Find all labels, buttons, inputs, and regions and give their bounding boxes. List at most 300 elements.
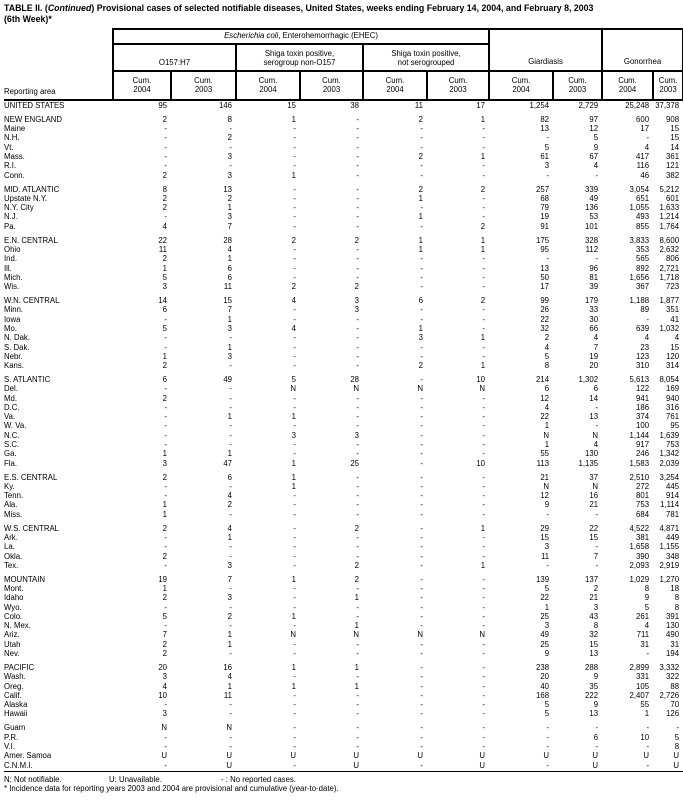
value-cell: - xyxy=(420,700,423,710)
value-cell: 1,658 xyxy=(629,542,650,552)
value-cell: 257 xyxy=(536,184,550,194)
reporting-area-cell: N.H. xyxy=(4,133,20,143)
value-cell: 31 xyxy=(670,639,680,649)
value-cell: 26 xyxy=(540,305,550,315)
value-cell: 8 xyxy=(674,741,680,751)
value-cell: - xyxy=(482,681,486,691)
value-cell: 8 xyxy=(544,361,550,371)
notifiable-diseases-table xyxy=(4,28,683,772)
value-cell: 15 xyxy=(223,296,232,306)
table-row xyxy=(4,203,683,212)
reporting-area-cell: Wis. xyxy=(4,282,20,292)
value-cell: - xyxy=(482,342,486,352)
value-cell: - xyxy=(482,305,486,315)
value-cell: 601 xyxy=(666,193,680,203)
cum-header-cell: Cum. 2004 xyxy=(113,71,171,100)
table-row xyxy=(4,333,683,342)
value-cell: 272 xyxy=(636,481,650,491)
value-cell: 3 xyxy=(291,430,296,440)
value-cell: 3 xyxy=(227,351,232,361)
value-cell: 2 xyxy=(593,584,599,593)
shiga-non-o157-subgroup-header xyxy=(236,44,363,71)
value-cell: - xyxy=(293,509,296,519)
value-cell: N xyxy=(592,430,599,440)
value-cell: - xyxy=(420,263,423,273)
value-cell: - xyxy=(356,421,359,431)
value-cell: - xyxy=(420,551,423,561)
value-cell: 25 xyxy=(540,611,550,621)
value-cell: - xyxy=(164,152,167,162)
value-cell: 1 xyxy=(291,170,296,180)
value-cell: 684 xyxy=(636,509,650,519)
value-cell: 122 xyxy=(636,384,650,394)
value-cell: - xyxy=(293,672,296,682)
value-cell: - xyxy=(229,161,232,171)
reporting-area-cell: Md. xyxy=(4,393,17,403)
table-row xyxy=(4,245,683,254)
value-cell: - xyxy=(356,212,359,222)
value-cell: - xyxy=(482,723,486,733)
table-row xyxy=(4,370,683,384)
value-cell: N xyxy=(290,630,296,640)
value-cell: - xyxy=(482,263,486,273)
value-cell: - xyxy=(420,593,423,603)
reporting-area-cell: Ariz. xyxy=(4,630,20,640)
value-cell: 753 xyxy=(636,500,650,510)
reporting-area-cell: Pa. xyxy=(4,221,16,231)
value-cell: - xyxy=(420,621,423,631)
value-cell: - xyxy=(356,481,359,491)
value-cell: 8 xyxy=(227,114,232,124)
value-cell: 1 xyxy=(227,203,232,213)
value-cell: - xyxy=(482,709,486,719)
value-cell: - xyxy=(420,393,423,403)
value-cell: - xyxy=(293,152,296,162)
value-cell: 15 xyxy=(670,133,680,143)
value-cell: - xyxy=(420,440,423,450)
value-cell: - xyxy=(164,491,167,501)
value-cell: - xyxy=(482,124,486,134)
value-cell: - xyxy=(356,263,359,273)
value-cell: - xyxy=(595,402,599,412)
value-cell: 3 xyxy=(227,152,232,162)
value-cell: 1 xyxy=(291,114,296,124)
value-cell: - xyxy=(293,193,296,203)
value-cell: - xyxy=(356,184,359,194)
value-cell: 12 xyxy=(540,491,550,501)
title-rest: ) Provisional cases of selected notifiable diseases, United States, weeks ending February 14, 2004, and February 8, 2003 xyxy=(91,3,594,13)
value-cell: - xyxy=(164,161,167,171)
value-cell: 15 xyxy=(287,101,296,110)
value-cell: - xyxy=(420,611,423,621)
table-row xyxy=(4,273,683,282)
value-cell: - xyxy=(482,272,486,282)
value-cell: - xyxy=(356,170,359,180)
value-cell: 2 xyxy=(162,193,167,203)
table-row xyxy=(4,612,683,621)
value-cell: 1,155 xyxy=(659,542,680,552)
value-cell: N xyxy=(417,384,423,394)
value-cell: - xyxy=(229,393,232,403)
value-cell: - xyxy=(420,542,423,552)
value-cell: - xyxy=(164,421,167,431)
table-row xyxy=(4,124,683,133)
value-cell: - xyxy=(546,723,550,733)
value-cell: 6 xyxy=(162,374,167,384)
value-cell: 753 xyxy=(666,440,680,450)
value-cell: 14 xyxy=(158,296,167,306)
value-cell: - xyxy=(482,700,486,710)
reporting-area-cell: P.R. xyxy=(4,732,19,742)
value-cell: 2 xyxy=(162,170,167,180)
value-cell: 6 xyxy=(162,305,167,315)
value-cell: 2,510 xyxy=(629,472,650,482)
value-cell: - xyxy=(293,732,296,742)
value-cell: 1 xyxy=(544,602,550,612)
table-body xyxy=(4,100,683,771)
value-cell: 328 xyxy=(585,235,599,245)
value-cell: 1 xyxy=(227,412,232,422)
value-cell: - xyxy=(113,761,171,772)
reporting-area-cell: Upstate N.Y. xyxy=(4,193,48,203)
table-row xyxy=(4,700,683,709)
value-cell: 47 xyxy=(223,458,232,468)
value-cell: - xyxy=(420,282,423,292)
value-cell: 1 xyxy=(480,361,486,371)
giardiasis-group-header: Giardiasis xyxy=(489,29,602,71)
value-cell: - xyxy=(646,133,650,143)
value-cell: 15 xyxy=(540,532,550,542)
value-cell: 91 xyxy=(540,221,550,231)
value-cell: 7 xyxy=(593,551,599,561)
value-cell: 4 xyxy=(593,440,599,450)
reporting-area-cell: Tenn. xyxy=(4,491,24,501)
reporting-area-cell: Ind. xyxy=(4,254,18,264)
value-cell: 15 xyxy=(589,639,599,649)
value-cell: 35 xyxy=(589,681,599,691)
value-cell: 37 xyxy=(589,472,599,482)
value-cell: 8 xyxy=(593,621,599,631)
value-cell: 331 xyxy=(636,672,650,682)
value-cell: 5 xyxy=(544,700,550,710)
value-cell: - xyxy=(356,472,359,482)
value-cell: 2 xyxy=(162,114,167,124)
title-week: (6th Week)* xyxy=(4,14,52,24)
table-row xyxy=(4,315,683,324)
value-cell: 46 xyxy=(640,170,650,180)
value-cell: 137 xyxy=(585,574,599,584)
value-cell: 914 xyxy=(666,491,680,501)
value-cell: N xyxy=(543,481,550,491)
value-cell: 139 xyxy=(536,574,550,584)
reporting-area-cell: Nev. xyxy=(4,649,20,659)
value-cell: 2,729 xyxy=(578,101,599,110)
footnote-unavailable: U: Unavailable. xyxy=(109,774,162,784)
value-cell: - xyxy=(420,254,423,264)
value-cell: U xyxy=(417,751,423,761)
value-cell: 348 xyxy=(666,551,680,561)
value-cell: - xyxy=(356,342,359,352)
value-cell: 1,877 xyxy=(659,296,680,306)
value-cell: 3 xyxy=(227,323,232,333)
reporting-area-cell: Mont. xyxy=(4,584,24,593)
value-cell: 1 xyxy=(418,323,423,333)
value-cell: 50 xyxy=(540,272,550,282)
value-cell: - xyxy=(595,723,599,733)
value-cell: 21 xyxy=(540,472,550,482)
value-cell: - xyxy=(164,142,167,152)
value-cell: - xyxy=(164,602,167,612)
value-cell: 1 xyxy=(162,509,167,519)
value-cell: 168 xyxy=(536,690,550,700)
value-cell: - xyxy=(595,741,599,751)
reporting-area-cell: D.C. xyxy=(4,402,20,412)
value-cell: - xyxy=(482,323,486,333)
cum-header-cell: Cum. 2004 xyxy=(236,71,300,100)
value-cell: - xyxy=(164,732,167,742)
cum-header-cell: Cum. 2003 xyxy=(300,71,363,100)
table-row xyxy=(4,649,683,658)
value-cell: U xyxy=(543,751,550,761)
table-row xyxy=(4,621,683,630)
value-cell: 130 xyxy=(666,621,680,631)
value-cell: - xyxy=(420,221,423,231)
reporting-area-cell: Wash. xyxy=(4,672,26,682)
reporting-area-cell: Va. xyxy=(4,412,16,422)
value-cell: 2 xyxy=(480,296,486,306)
value-cell: - xyxy=(356,161,359,171)
value-cell: - xyxy=(356,272,359,282)
value-cell: 2 xyxy=(354,235,359,245)
table-row xyxy=(4,305,683,314)
value-cell: 19 xyxy=(540,212,550,222)
value-cell: - xyxy=(356,611,359,621)
value-cell: 6 xyxy=(593,732,599,742)
value-cell: 88 xyxy=(670,681,680,691)
cum-header-cell: Cum. 2004 xyxy=(363,71,427,100)
value-cell: - xyxy=(595,170,599,180)
value-cell: 1,270 xyxy=(659,574,680,584)
value-cell: 3,833 xyxy=(629,235,650,245)
table-row xyxy=(4,719,683,733)
value-cell: - xyxy=(420,690,423,700)
value-cell: - xyxy=(229,509,232,519)
value-cell: - xyxy=(164,412,167,422)
value-cell: 16 xyxy=(589,491,599,501)
value-cell: 1,188 xyxy=(629,296,650,306)
value-cell: 81 xyxy=(589,272,599,282)
value-cell: 32 xyxy=(589,630,599,640)
value-cell: - xyxy=(482,584,486,593)
value-cell: 2,632 xyxy=(659,244,680,254)
footnote-legend xyxy=(4,775,681,785)
value-cell: - xyxy=(293,212,296,222)
value-cell: 7 xyxy=(227,574,232,584)
footnotes xyxy=(4,775,681,794)
value-cell: 374 xyxy=(636,412,650,422)
value-cell: 1 xyxy=(418,235,423,245)
value-cell: - xyxy=(293,523,296,533)
value-cell: - xyxy=(293,709,296,719)
value-cell: - xyxy=(293,690,296,700)
value-cell: 37,378 xyxy=(655,101,680,110)
value-cell: - xyxy=(482,170,486,180)
value-cell: - xyxy=(546,741,550,751)
reporting-area-cell: S.C. xyxy=(4,440,20,450)
value-cell: 2 xyxy=(291,282,296,292)
value-cell: 5,212 xyxy=(659,184,680,194)
value-cell: - xyxy=(646,314,650,324)
value-cell: 10 xyxy=(640,732,650,742)
value-cell: 8,600 xyxy=(659,235,680,245)
value-cell: 3 xyxy=(162,458,167,468)
value-cell: 9 xyxy=(593,142,599,152)
value-cell: 3 xyxy=(162,282,167,292)
value-cell: - xyxy=(482,449,486,459)
table-row xyxy=(4,482,683,491)
reporting-area-cell: Mo. xyxy=(4,323,17,333)
value-cell: 13 xyxy=(540,263,550,273)
value-cell: 68 xyxy=(540,193,550,203)
value-cell: 95 xyxy=(540,244,550,254)
value-cell: 2,407 xyxy=(629,690,650,700)
value-cell: 20 xyxy=(540,672,550,682)
value-cell: 40 xyxy=(540,681,550,691)
value-cell: - xyxy=(482,481,486,491)
value-cell: 17 xyxy=(540,282,550,292)
value-cell: 1,656 xyxy=(629,272,650,282)
value-cell: - xyxy=(482,193,486,203)
value-cell: - xyxy=(646,723,650,733)
value-cell: 18 xyxy=(670,584,680,593)
value-cell: - xyxy=(420,272,423,282)
value-cell: 2 xyxy=(227,133,232,143)
value-cell: 17 xyxy=(640,124,650,134)
value-cell: - xyxy=(229,333,232,343)
value-cell: - xyxy=(595,509,599,519)
reporting-area-cell: Fla. xyxy=(4,458,17,468)
value-cell: 2 xyxy=(162,254,167,264)
value-cell: - xyxy=(164,542,167,552)
value-cell: 49 xyxy=(223,374,232,384)
value-cell: 1,718 xyxy=(659,272,680,282)
value-cell: 2 xyxy=(162,361,167,371)
value-cell: U xyxy=(592,751,599,761)
reporting-area-cell: E.S. CENTRAL xyxy=(4,472,58,482)
value-cell: - xyxy=(229,361,232,371)
value-cell: 25,248 xyxy=(625,101,650,110)
value-cell: 917 xyxy=(636,440,650,450)
value-cell: - xyxy=(164,133,167,143)
value-cell: U xyxy=(553,761,602,772)
value-cell: U xyxy=(226,751,232,761)
value-cell: - xyxy=(164,124,167,134)
value-cell: - xyxy=(482,203,486,213)
value-cell: 1 xyxy=(354,621,359,631)
reporting-area-cell: S. Dak. xyxy=(4,342,30,352)
value-cell: - xyxy=(420,421,423,431)
value-cell: 120 xyxy=(666,351,680,361)
value-cell: 2 xyxy=(162,523,167,533)
table-row xyxy=(4,212,683,221)
value-cell: - xyxy=(482,254,486,264)
value-cell: - xyxy=(595,254,599,264)
value-cell: 9 xyxy=(644,593,650,603)
table-row xyxy=(4,421,683,430)
value-cell: 3 xyxy=(227,560,232,570)
value-cell: 9 xyxy=(593,672,599,682)
value-cell: 20 xyxy=(589,361,599,371)
value-cell: 5 xyxy=(644,602,650,612)
value-cell: 639 xyxy=(636,323,650,333)
title-prefix: TABLE II. ( xyxy=(4,3,48,13)
ehec-group-header xyxy=(113,29,489,44)
value-cell: 1,254 xyxy=(529,101,550,110)
value-cell: 5 xyxy=(291,374,296,384)
table-row xyxy=(4,143,683,152)
value-cell: 8,054 xyxy=(659,374,680,384)
value-cell: - xyxy=(356,700,359,710)
table-row xyxy=(4,291,683,305)
table-row xyxy=(4,180,683,194)
value-cell: - xyxy=(420,741,423,751)
value-cell: 112 xyxy=(585,244,599,254)
value-cell: - xyxy=(546,133,550,143)
value-cell: 390 xyxy=(636,551,650,561)
value-cell: 781 xyxy=(666,509,680,519)
shiga-non-o157-line2: serogroup non-O157 xyxy=(263,58,336,68)
value-cell: - xyxy=(293,221,296,231)
cum-header-cell: Cum. 2003 xyxy=(653,71,683,100)
value-cell: N xyxy=(479,630,486,640)
value-cell: 238 xyxy=(536,662,550,672)
value-cell: 565 xyxy=(636,254,650,264)
value-cell: - xyxy=(293,449,296,459)
value-cell: 5 xyxy=(544,351,550,361)
value-cell: 31 xyxy=(640,639,650,649)
value-cell: - xyxy=(293,314,296,324)
reporting-area-cell: MOUNTAIN xyxy=(4,574,46,584)
value-cell: - xyxy=(420,124,423,134)
value-cell: 1 xyxy=(480,244,486,254)
value-cell: 339 xyxy=(585,184,599,194)
value-cell: - xyxy=(420,649,423,659)
value-cell: 2 xyxy=(227,611,232,621)
value-cell: 1 xyxy=(354,681,359,691)
value-cell: - xyxy=(356,509,359,519)
value-cell: - xyxy=(420,532,423,542)
value-cell: - xyxy=(229,430,232,440)
value-cell: - xyxy=(356,402,359,412)
value-cell: - xyxy=(164,384,167,394)
value-cell: - xyxy=(293,254,296,264)
value-cell: 3,254 xyxy=(659,472,680,482)
value-cell: 214 xyxy=(536,374,550,384)
value-cell: - xyxy=(356,114,359,124)
value-cell: 6 xyxy=(227,263,232,273)
value-cell: 82 xyxy=(540,114,550,124)
value-cell: 12 xyxy=(540,393,550,403)
value-cell: 19 xyxy=(158,574,167,584)
value-cell: - xyxy=(293,700,296,710)
value-cell: - xyxy=(164,314,167,324)
value-cell: U xyxy=(161,751,167,761)
value-cell: 8 xyxy=(162,184,167,194)
value-cell: 5 xyxy=(593,133,599,143)
value-cell: 1,342 xyxy=(659,449,680,459)
reporting-area-cell: Hawaii xyxy=(4,709,28,719)
value-cell: - xyxy=(482,161,486,171)
